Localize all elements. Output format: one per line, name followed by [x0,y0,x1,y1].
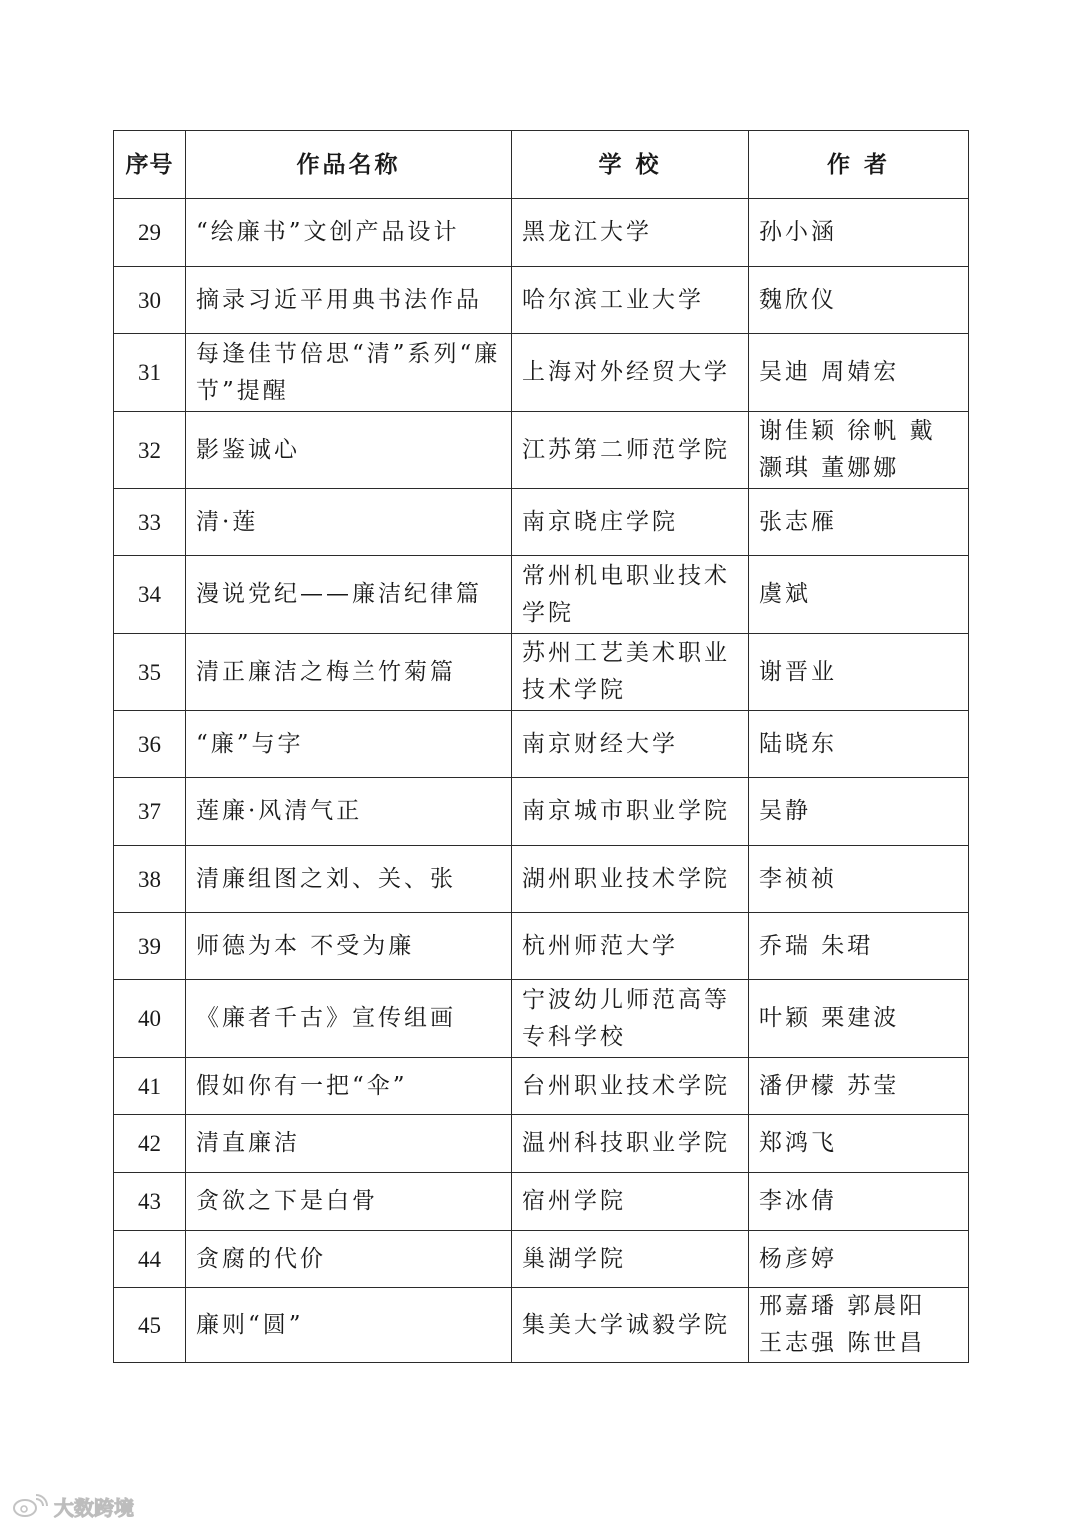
cell-school: 巢湖学院 [512,1231,749,1288]
cell-author: 张志雁 [749,489,969,556]
cell-work-title: 影鉴诚心 [186,412,512,489]
header-serial-number: 序号 [114,131,186,199]
cell-author: 郑鸿飞 [749,1115,969,1173]
table-row [114,489,969,556]
cell-work-title: 假如你有一把“伞” [186,1058,512,1115]
cell-work-title: 摘录习近平用典书法作品 [186,267,512,334]
cell-school: 温州科技职业学院 [512,1115,749,1173]
table-row [114,778,969,846]
cell-work-title: 每逢佳节倍思“清”系列“廉节”提醒 [186,334,512,412]
cell-author: 李祯祯 [749,846,969,913]
cell-work-title: 贪欲之下是白骨 [186,1173,512,1231]
cell-work-title: 廉则“圆” [186,1288,512,1363]
cell-school: 南京城市职业学院 [512,778,749,846]
cell-school: 南京晓庄学院 [512,489,749,556]
table-row [114,556,969,634]
cell-work-title: 清正廉洁之梅兰竹菊篇 [186,634,512,711]
cell-author: 孙小涵 [749,199,969,267]
cell-author: 魏欣仪 [749,267,969,334]
cell-school: 苏州工艺美术职业技术学院 [512,634,749,711]
table-row [114,846,969,913]
cell-serial-number: 45 [114,1288,186,1363]
cell-author: 虞斌 [749,556,969,634]
cell-serial-number: 29 [114,199,186,267]
cell-serial-number: 42 [114,1115,186,1173]
cell-work-title: “绘廉书”文创产品设计 [186,199,512,267]
cell-author: 叶颖 栗建波 [749,980,969,1058]
table-row [114,1231,969,1288]
cell-work-title: 清·莲 [186,489,512,556]
cell-serial-number: 38 [114,846,186,913]
table-row [114,1058,969,1115]
cell-author: 陆晓东 [749,711,969,778]
cell-school: 上海对外经贸大学 [512,334,749,412]
cell-work-title: 漫说党纪——廉洁纪律篇 [186,556,512,634]
table-row [114,634,969,711]
header-school: 学 校 [512,131,749,199]
cell-serial-number: 30 [114,267,186,334]
cell-serial-number: 37 [114,778,186,846]
cell-author: 李冰倩 [749,1173,969,1231]
weibo-logo-icon [12,1494,48,1518]
cell-work-title: “廉”与字 [186,711,512,778]
table-row [114,711,969,778]
table-row [114,199,969,267]
watermark-text: 大数跨境 [54,1495,134,1520]
cell-school: 南京财经大学 [512,711,749,778]
cell-work-title: 莲廉·风清气正 [186,778,512,846]
cell-serial-number: 33 [114,489,186,556]
cell-author: 乔瑞 朱珺 [749,913,969,980]
table-row [114,1288,969,1363]
cell-school: 宿州学院 [512,1173,749,1231]
cell-serial-number: 34 [114,556,186,634]
table-row [114,1115,969,1173]
cell-school: 哈尔滨工业大学 [512,267,749,334]
cell-serial-number: 39 [114,913,186,980]
header-work-title: 作品名称 [186,131,512,199]
cell-author: 谢佳颖 徐帆 戴灏琪 董娜娜 [749,412,969,489]
cell-author: 潘伊檬 苏莹 [749,1058,969,1115]
table-row [114,334,969,412]
table-row [114,980,969,1058]
table-row [114,913,969,980]
cell-work-title: 贪腐的代价 [186,1231,512,1288]
cell-serial-number: 44 [114,1231,186,1288]
cell-school: 湖州职业技术学院 [512,846,749,913]
cell-serial-number: 32 [114,412,186,489]
cell-school: 台州职业技术学院 [512,1058,749,1115]
cell-author: 谢晋业 [749,634,969,711]
cell-work-title: 师德为本 不受为廉 [186,913,512,980]
cell-serial-number: 41 [114,1058,186,1115]
cell-work-title: 清廉组图之刘、关、张 [186,846,512,913]
cell-serial-number: 43 [114,1173,186,1231]
table-row [114,1173,969,1231]
cell-school: 江苏第二师范学院 [512,412,749,489]
cell-school: 宁波幼儿师范高等专科学校 [512,980,749,1058]
cell-school: 杭州师范大学 [512,913,749,980]
cell-school: 常州机电职业技术学院 [512,556,749,634]
cell-school: 集美大学诚毅学院 [512,1288,749,1363]
cell-author: 邢嘉璠 郭晨阳 王志强 陈世昌 [749,1288,969,1363]
watermark [12,1492,134,1520]
cell-author: 吴迪 周婧宏 [749,334,969,412]
table-row [114,412,969,489]
awards-table [113,130,969,1363]
cell-serial-number: 31 [114,334,186,412]
header-author: 作 者 [749,131,969,199]
cell-author: 杨彦婷 [749,1231,969,1288]
cell-school: 黑龙江大学 [512,199,749,267]
cell-serial-number: 35 [114,634,186,711]
table-header-row [114,131,969,199]
table-row [114,267,969,334]
cell-serial-number: 36 [114,711,186,778]
cell-work-title: 《廉者千古》宣传组画 [186,980,512,1058]
cell-author: 吴静 [749,778,969,846]
cell-work-title: 清直廉洁 [186,1115,512,1173]
cell-serial-number: 40 [114,980,186,1058]
